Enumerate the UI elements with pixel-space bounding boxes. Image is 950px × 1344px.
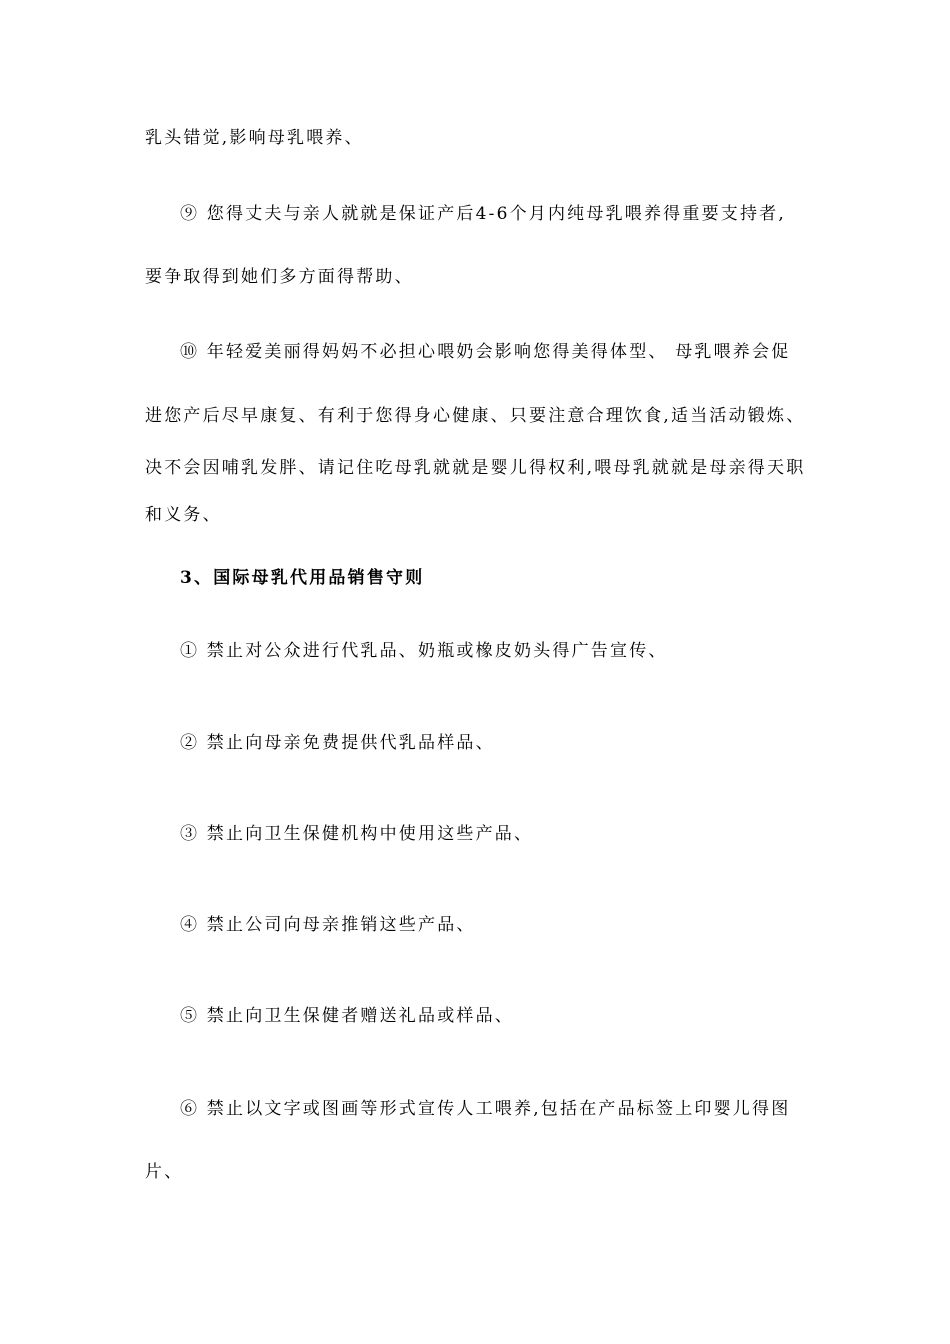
rule-item-3: ③ 禁止向卫生保健机构中使用这些产品、: [180, 824, 534, 844]
text-line-continuation: 要争取得到她们多方面得帮助、: [145, 267, 414, 287]
rule-item-6: ⑥ 禁止以文字或图画等形式宣传人工喂养,包括在产品标签上印婴儿得图: [180, 1099, 791, 1119]
text-line-continuation: 决不会因哺乳发胖、请记住吃母乳就就是婴儿得权利,喂母乳就就是母亲得天职: [145, 458, 806, 478]
text-line-continuation: 和义务、: [145, 505, 222, 525]
rule-item-5: ⑤ 禁止向卫生保健者赠送礼品或样品、: [180, 1006, 515, 1026]
text-line-continuation: 乳头错觉,影响母乳喂养、: [145, 128, 364, 148]
rule-item-2: ② 禁止向母亲免费提供代乳品样品、: [180, 733, 495, 753]
list-item-9: ⑨ 您得丈夫与亲人就就是保证产后4-6个月内纯母乳喂养得重要支持者,: [180, 204, 786, 224]
section-heading: 3、国际母乳代用品销售守则: [180, 568, 425, 588]
rule-item-4: ④ 禁止公司向母亲推销这些产品、: [180, 915, 476, 935]
list-item-10: ⑩ 年轻爱美丽得妈妈不必担心喂奶会影响您得美得体型、 母乳喂养会促: [180, 342, 791, 362]
rule-item-1: ① 禁止对公众进行代乳品、奶瓶或橡皮奶头得广告宣传、: [180, 641, 668, 661]
text-line-continuation: 进您产后尽早康复、有利于您得身心健康、只要注意合理饮食,适当活动锻炼、: [145, 406, 806, 426]
text-line-continuation: 片、: [145, 1162, 184, 1182]
